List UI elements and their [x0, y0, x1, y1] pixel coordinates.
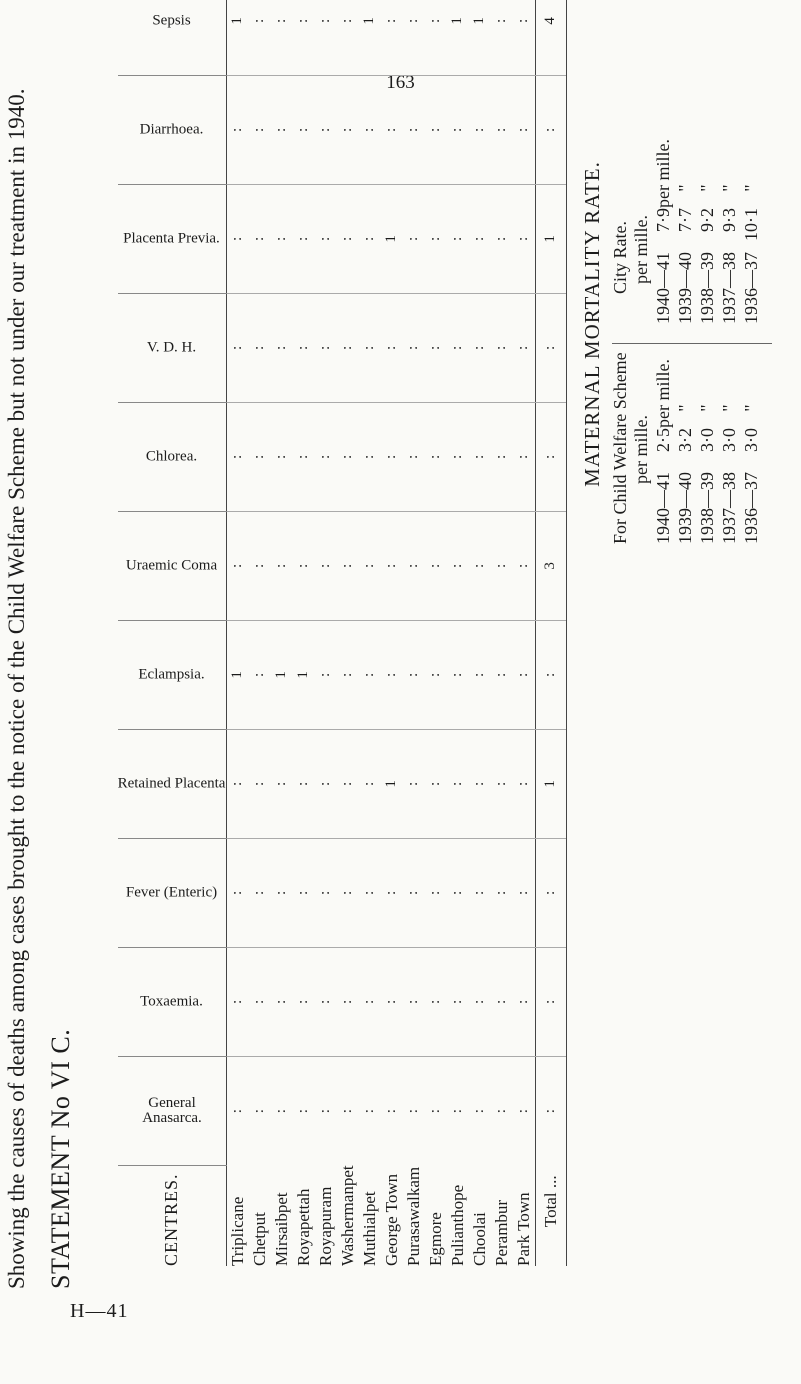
rate-value: 9·2 [697, 208, 717, 232]
centres-header: CENTRES. [118, 1165, 226, 1266]
table-cell: : [447, 947, 469, 1056]
table-cell: : [226, 729, 249, 838]
table-cell: : [425, 293, 447, 402]
centre-name: Park Town [513, 1192, 533, 1266]
rate-value: 3·0 [697, 428, 717, 452]
table-cell: : [403, 729, 425, 838]
table-row [403, 0, 425, 1266]
table-cell: : [359, 620, 381, 729]
cause-column-header [118, 293, 226, 402]
table-row [447, 0, 469, 1266]
table-cell: : [425, 1056, 447, 1165]
table-cell: : [359, 293, 381, 402]
table-cell: : [535, 947, 566, 1056]
table-row [315, 0, 337, 1266]
table-cell: : [381, 0, 403, 75]
table-cell: : [447, 293, 469, 402]
table-cell: : [447, 402, 469, 511]
table-cell: : [271, 729, 293, 838]
table-cell: : [315, 75, 337, 184]
rate-value: 3·0 [741, 428, 761, 452]
total-label: Total ... [535, 1165, 566, 1266]
table-cell: : [491, 1056, 513, 1165]
table-cell: : [337, 0, 359, 75]
table-cell: : [293, 0, 315, 75]
table-row [271, 0, 293, 1266]
centre-name: Royapuram [315, 1186, 335, 1266]
table-cell: : [249, 75, 271, 184]
rate-row [674, 352, 696, 544]
table-cell: 1 [535, 729, 566, 838]
cause-column-header [118, 1056, 226, 1165]
table-cell: : [337, 75, 359, 184]
table-cell: : [491, 293, 513, 402]
centre-name: Purasawalkam [403, 1166, 423, 1266]
rate-unit: " [719, 404, 739, 412]
table-cell: : [271, 511, 293, 620]
cause-column-label: Uraemic Coma [126, 557, 218, 574]
rate-year: 1939—40 [675, 252, 695, 324]
table-cell: : [226, 1056, 249, 1165]
table-cell: : [491, 0, 513, 75]
table-cell: : [491, 729, 513, 838]
rate-unit: " [719, 184, 739, 192]
table-cell: : [513, 947, 536, 1056]
causes-of-death-table [118, 0, 567, 1266]
table-cell: : [535, 75, 566, 184]
table-cell: : [469, 75, 491, 184]
table-cell: : [513, 1056, 536, 1165]
rate-unit: per mille. [653, 359, 673, 428]
maternal-mortality-title: MATERNAL MORTALITY RATE. [580, 161, 604, 487]
table-cell: : [425, 729, 447, 838]
rate-value: 2·5 [653, 428, 673, 452]
table-cell: : [226, 838, 249, 947]
table-cell: 1 [381, 184, 403, 293]
table-cell: : [403, 947, 425, 1056]
footer-code: H—41 [70, 1300, 129, 1322]
table-cell: : [293, 1056, 315, 1165]
table-cell: : [535, 402, 566, 511]
table-cell: : [337, 511, 359, 620]
table-cell: 1 [359, 0, 381, 75]
city-rate-header: City Rate. [610, 221, 630, 294]
cause-column-label: Chlorea. [146, 448, 198, 465]
table-cell: : [447, 75, 469, 184]
total-row [535, 0, 566, 1266]
table-cell: : [293, 293, 315, 402]
table-cell: : [226, 184, 249, 293]
table-cell: 1 [469, 0, 491, 75]
table-cell: : [271, 184, 293, 293]
table-cell: : [271, 402, 293, 511]
cause-column-header [118, 511, 226, 620]
cause-column-label: Eclampsia. [138, 666, 205, 683]
cause-column-header [118, 402, 226, 511]
table-cell: : [513, 511, 536, 620]
centre-name: Egmore [425, 1212, 445, 1266]
table-cell: : [513, 184, 536, 293]
table-cell: : [315, 402, 337, 511]
table-cell: : [315, 620, 337, 729]
table-cell: : [315, 1056, 337, 1165]
cause-column-header [118, 75, 226, 184]
table-cell: : [425, 838, 447, 947]
table-row [513, 0, 536, 1266]
cause-column-label: Diarrhoea. [139, 121, 204, 138]
child-welfare-rate-rows [652, 352, 762, 544]
table-row [359, 0, 381, 1266]
statement-subtitle: Showing the causes of deaths among cases brought to the notice of the Child Welfare Scheme but not under our treatment in 1940. [4, 88, 29, 1289]
table-cell: : [359, 1056, 381, 1165]
causes-table-wrapper [117, 12, 588, 1266]
table-cell: : [315, 511, 337, 620]
rate-value: 3·2 [675, 428, 695, 452]
table-cell: : [315, 0, 337, 75]
table-cell: : [359, 511, 381, 620]
rate-unit: " [697, 404, 717, 412]
cause-column-label: V. D. H. [147, 339, 197, 356]
table-cell: 4 [535, 0, 566, 75]
table-cell: : [226, 75, 249, 184]
table-cell: : [513, 293, 536, 402]
centre-name: Choolai [469, 1212, 489, 1266]
table-cell: : [381, 947, 403, 1056]
table-cell: : [381, 620, 403, 729]
rate-value: 9·3 [719, 208, 739, 232]
table-cell: : [226, 293, 249, 402]
table-cell: : [425, 402, 447, 511]
rate-year: 1940—41 [653, 252, 673, 324]
table-cell: : [491, 75, 513, 184]
rate-year: 1940—41 [653, 472, 673, 544]
table-cell: : [271, 0, 293, 75]
table-cell: : [403, 184, 425, 293]
table-cell: : [447, 620, 469, 729]
table-cell: : [293, 729, 315, 838]
table-cell: : [403, 402, 425, 511]
table-cell: : [469, 838, 491, 947]
table-cell: : [535, 838, 566, 947]
cause-column-header [118, 947, 226, 1056]
table-cell: : [315, 184, 337, 293]
cause-column-header [118, 620, 226, 729]
table-cell: : [491, 402, 513, 511]
table-cell: : [403, 75, 425, 184]
rate-row [652, 352, 674, 544]
cause-column-label: Fever (Enteric) [126, 884, 218, 901]
centre-name: Triplicane [227, 1196, 247, 1266]
page-number: 163 [386, 72, 415, 93]
table-cell: : [425, 184, 447, 293]
table-cell: : [293, 947, 315, 1056]
table-cell: : [425, 0, 447, 75]
table-row [469, 0, 491, 1266]
child-welfare-rate-column [610, 352, 762, 544]
table-cell: : [469, 729, 491, 838]
centre-name: Pulianthope [447, 1184, 467, 1266]
table-cell: : [337, 184, 359, 293]
table-cell: : [293, 402, 315, 511]
rate-unit: " [697, 184, 717, 192]
table-cell: : [337, 838, 359, 947]
cause-column-header [118, 0, 226, 75]
city-rate-rows [652, 139, 762, 324]
centre-name: Mirsaibpet [271, 1192, 291, 1266]
table-row [491, 0, 513, 1266]
table-cell: : [337, 729, 359, 838]
table-cell: : [381, 838, 403, 947]
rate-unit: " [741, 404, 761, 412]
table-row [381, 0, 403, 1266]
table-cell: : [249, 184, 271, 293]
table-cell: : [535, 620, 566, 729]
table-cell: : [271, 293, 293, 402]
table-cell: : [359, 729, 381, 838]
table-cell: : [469, 184, 491, 293]
table-cell: : [315, 838, 337, 947]
rate-unit: " [741, 184, 761, 192]
child-welfare-rate-unit: per mille. [631, 415, 651, 484]
table-cell: 1 [226, 620, 249, 729]
table-cell: : [249, 1056, 271, 1165]
table-cell: : [226, 511, 249, 620]
table-cell: : [491, 184, 513, 293]
table-cell: 1 [447, 0, 469, 75]
table-cell: : [469, 402, 491, 511]
table-cell: : [249, 402, 271, 511]
rate-year: 1938—39 [697, 252, 717, 324]
rate-value: 7·7 [675, 208, 695, 232]
rate-value: 3·0 [719, 428, 739, 452]
table-cell: : [359, 947, 381, 1056]
cause-column-label: Placenta Previa. [123, 230, 221, 247]
table-cell: : [315, 729, 337, 838]
table-row [337, 0, 359, 1266]
table-cell: : [469, 1056, 491, 1165]
table-cell: : [447, 729, 469, 838]
table-cell: : [425, 511, 447, 620]
table-cell: : [381, 293, 403, 402]
rate-row [696, 352, 718, 544]
table-cell: : [359, 184, 381, 293]
cause-column-label: Toxaemia. [140, 993, 204, 1010]
rate-year: 1937—38 [719, 472, 739, 544]
cause-column-header [118, 838, 226, 947]
table-row [249, 0, 271, 1266]
table-cell: : [447, 511, 469, 620]
table-cell: : [513, 75, 536, 184]
table-cell: : [337, 620, 359, 729]
table-cell: : [337, 1056, 359, 1165]
centre-name: George Town [381, 1173, 401, 1266]
table-cell: : [271, 838, 293, 947]
statement-title: STATEMENT No VI C. [46, 1028, 75, 1289]
table-cell: : [381, 402, 403, 511]
rate-year: 1937—38 [719, 252, 739, 324]
rate-year: 1936—37 [741, 472, 761, 544]
centre-name: Royapettah [293, 1188, 313, 1266]
rate-year: 1936—37 [741, 252, 761, 324]
rate-row [740, 352, 762, 544]
table-cell: : [359, 838, 381, 947]
table-cell: : [271, 947, 293, 1056]
table-cell: : [447, 1056, 469, 1165]
table-row [293, 0, 315, 1266]
cause-column-label: General Anasarca. [141, 1094, 202, 1126]
table-cell: : [403, 1056, 425, 1165]
table-cell: : [447, 838, 469, 947]
table-cell: : [403, 293, 425, 402]
table-row [425, 0, 447, 1266]
table-cell: 1 [293, 620, 315, 729]
table-cell: : [535, 293, 566, 402]
table-row [226, 0, 249, 1266]
cause-column-label: Retained Placenta [117, 775, 226, 792]
table-cell: : [381, 75, 403, 184]
rate-row [652, 139, 674, 324]
rate-year: 1939—40 [675, 472, 695, 544]
city-rate-unit: per mille. [631, 215, 651, 284]
table-cell: : [249, 511, 271, 620]
table-cell: : [315, 947, 337, 1056]
table-cell: : [337, 402, 359, 511]
rate-row [696, 168, 718, 324]
table-body [226, 0, 566, 1266]
table-cell: : [249, 0, 271, 75]
table-cell: : [469, 620, 491, 729]
rate-year: 1938—39 [697, 472, 717, 544]
centre-name: Perambur [491, 1199, 511, 1266]
table-cell: : [403, 620, 425, 729]
table-cell: : [491, 947, 513, 1056]
rate-value: 10·1 [741, 208, 761, 241]
table-cell: : [226, 947, 249, 1056]
table-cell: : [381, 1056, 403, 1165]
table-cell: 3 [535, 511, 566, 620]
table-cell: : [447, 184, 469, 293]
table-cell: 1 [271, 620, 293, 729]
table-cell: : [226, 402, 249, 511]
rate-value: 7·9 [653, 208, 673, 232]
table-cell: : [469, 293, 491, 402]
table-cell: : [403, 838, 425, 947]
table-cell: 1 [226, 0, 249, 75]
cause-column-label: Sepsis [152, 12, 191, 29]
rate-unit: per mille. [653, 139, 673, 208]
table-cell: : [249, 838, 271, 947]
table-cell: : [271, 1056, 293, 1165]
table-cell: : [249, 947, 271, 1056]
table-cell: : [469, 511, 491, 620]
table-cell: : [337, 293, 359, 402]
cause-column-header [118, 729, 226, 838]
table-cell: : [491, 838, 513, 947]
centre-name: Chetput [249, 1212, 269, 1266]
table-cell: : [359, 402, 381, 511]
centre-name: Muthialpet [359, 1191, 379, 1266]
rate-row [718, 168, 740, 324]
centre-name: Washermanpet [337, 1165, 357, 1266]
rate-row [718, 352, 740, 544]
table-cell: : [249, 620, 271, 729]
table-cell: : [337, 947, 359, 1056]
table-cell: : [403, 0, 425, 75]
rate-unit: " [675, 184, 695, 192]
rate-row [740, 168, 762, 324]
table-cell: : [293, 838, 315, 947]
table-cell: : [271, 75, 293, 184]
table-cell: : [293, 184, 315, 293]
table-cell: : [249, 729, 271, 838]
table-cell: : [513, 0, 536, 75]
cause-column-header [118, 184, 226, 293]
table-cell: : [425, 75, 447, 184]
rate-row [674, 168, 696, 324]
table-cell: : [249, 293, 271, 402]
table-cell: : [425, 620, 447, 729]
table-cell: : [381, 511, 403, 620]
table-cell: 1 [535, 184, 566, 293]
table-cell: : [513, 729, 536, 838]
city-rate-column [610, 139, 762, 324]
table-cell: : [535, 1056, 566, 1165]
table-cell: : [315, 293, 337, 402]
table-cell: : [425, 947, 447, 1056]
table-cell: : [293, 511, 315, 620]
table-cell: : [513, 620, 536, 729]
table-cell: : [293, 75, 315, 184]
rate-unit: " [675, 404, 695, 412]
table-cell: : [359, 75, 381, 184]
table-cell: : [491, 620, 513, 729]
child-welfare-rate-header: For Child Welfare Scheme [610, 352, 630, 544]
table-cell: 1 [381, 729, 403, 838]
table-cell: : [491, 511, 513, 620]
table-cell: : [513, 402, 536, 511]
table-cell: : [513, 838, 536, 947]
rate-divider [612, 343, 772, 344]
table-header-row [118, 0, 226, 1266]
table-cell: : [469, 947, 491, 1056]
table-cell: : [403, 511, 425, 620]
